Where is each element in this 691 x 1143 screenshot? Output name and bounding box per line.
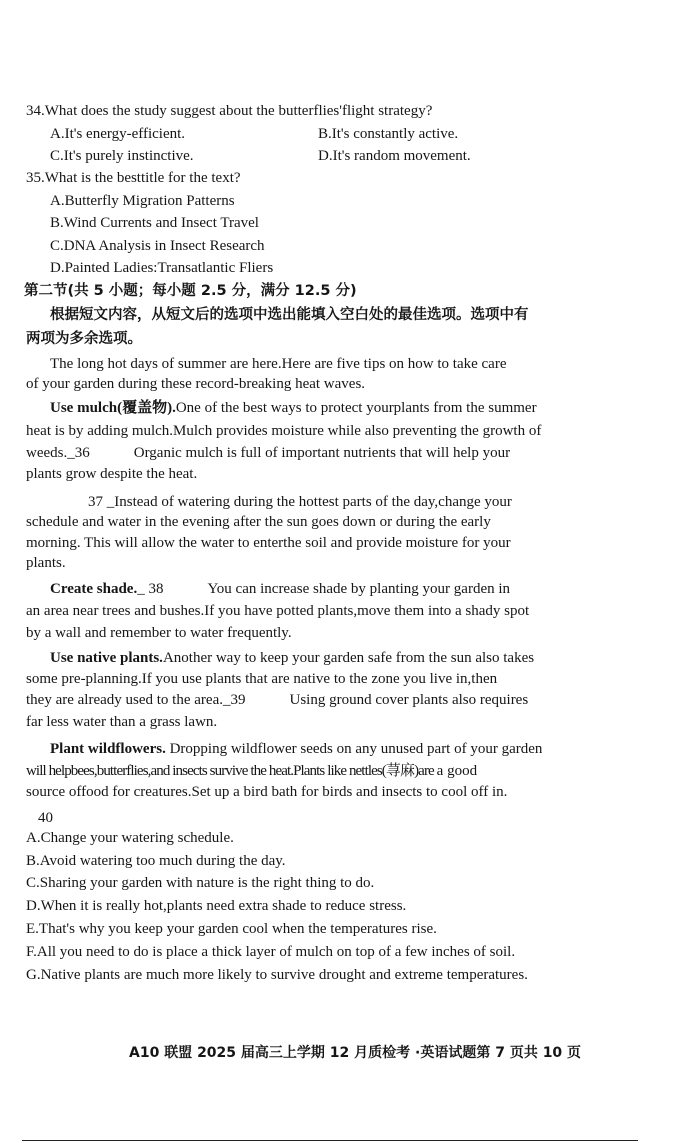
paragraph-mulch-line4: plants grow despite the heat. [26, 466, 198, 482]
paragraph-native-text: Another way to keep your garden safe from the sun also takes [162, 650, 535, 666]
option-e: E.That's why you keep your garden cool when the temperatures rise. [26, 921, 437, 937]
option-a: A.Change your watering schedule. [26, 830, 234, 846]
q34-option-b: B.It's constantly active. [318, 126, 459, 142]
passage-intro-line2: of your garden during these record-breaking heat waves. [26, 376, 366, 392]
paragraph-mulch-line1 [50, 398, 537, 418]
q35-option-b: B.Wind Currents and Insect Travel [50, 215, 259, 231]
paragraph-native-line1 [50, 648, 534, 668]
paragraph-wildflowers-line2 [26, 761, 477, 781]
paragraph-wildflowers-line3: source offood for creatures.Set up a bird bath for birds and insects to cool off in. [26, 784, 508, 800]
paragraph-watering-line1: 37 _Instead of watering during the hottest parts of the day,change your [88, 494, 512, 510]
q34-stem: 34.What does the study suggest about the butterflies'flight strategy? [26, 103, 433, 119]
paragraph-native-line2: some pre-planning.If you use plants that are native to the zone you live in,then [26, 671, 498, 687]
paragraph-native-line4: far less water than a grass lawn. [26, 714, 218, 730]
blank-38: _ 38 [137, 581, 164, 597]
bottom-rule [22, 1140, 638, 1141]
blank-39: they are already used to the area._39 [26, 692, 246, 708]
paragraph-wildflowers-heading: Plant wildflowers. [50, 741, 166, 757]
paragraph-mulch-text-cont: Organic mulch is full of important nutrients that will help your [133, 445, 511, 461]
q35-stem: 35.What is the besttitle for the text? [26, 170, 241, 186]
option-g: G.Native plants are much more likely to survive drought and extreme temperatures. [26, 967, 528, 983]
paragraph-wildflowers-line1 [50, 739, 542, 759]
paragraph-shade-heading: Create shade. [50, 581, 138, 597]
paragraph-shade-line3: by a wall and remember to water frequently. [26, 625, 292, 641]
paragraph-native-heading: Use native plants. [50, 650, 163, 666]
section-instruction-line1: 根据短文内容，从短文后的选项中选出能填入空白处的最佳选项。选项中有 [50, 307, 529, 323]
q34-option-a: A.It's energy-efficient. [50, 126, 186, 142]
q35-option-a: A.Butterfly Migration Patterns [50, 193, 235, 209]
option-f: F.All you need to do is place a thick layer of mulch on top of a few inches of soil. [26, 944, 516, 960]
option-b: B.Avoid watering too much during the day. [26, 853, 286, 869]
q34-option-c: C.It's purely instinctive. [50, 148, 194, 164]
q34-option-d: D.It's random movement. [318, 148, 471, 164]
paragraph-native-text-cont: Using ground cover plants also requires [289, 692, 529, 708]
paragraph-shade-text: You can increase shade by planting your garden in [207, 581, 511, 597]
paragraph-wildflowers-text: Dropping wildflower seeds on any unused part of your garden [169, 741, 543, 757]
paragraph-watering-line4: plants. [26, 555, 66, 571]
q35-option-d: D.Painted Ladies:Transatlantic Fliers [50, 260, 274, 276]
section-title: 第二节(共 5 小题；每小题 2.5 分，满分 12.5 分) [24, 283, 357, 299]
paragraph-watering-line3: morning. This will allow the water to enterthe soil and provide moisture for your [26, 535, 511, 551]
paragraph-shade-line2: an area near trees and bushes.If you have potted plants,move them into a shady spot [26, 603, 530, 619]
blank-36: weeds._36 [26, 445, 90, 461]
option-d: D.When it is really hot,plants need extra shade to reduce stress. [26, 898, 407, 914]
paragraph-wildflowers-condensed: will helpbees,butterflies,and insects survive the heat.Plants like nettles(荨麻)are [26, 763, 434, 779]
paragraph-mulch-heading: Use mulch(覆盖物). [50, 400, 176, 416]
paragraph-watering-line2: schedule and water in the evening after the sun goes down or during the early [26, 514, 491, 530]
paragraph-shade-line1 [50, 579, 510, 599]
paragraph-mulch-text: One of the best ways to protect yourplants from the summer [175, 400, 537, 416]
paragraph-wildflowers-tail: a good [436, 763, 478, 779]
passage-intro-line1: The long hot days of summer are here.Here are five tips on how to take care [50, 356, 507, 372]
q35-option-c: C.DNA Analysis in Insect Research [50, 238, 265, 254]
paragraph-native-line3 [26, 690, 528, 710]
blank-40: 40 [38, 810, 53, 826]
option-c: C.Sharing your garden with nature is the right thing to do. [26, 875, 375, 891]
page-footer: A10 联盟 2025 届高三上学期 12 月质检考 ·英语试题第 7 页共 10 页 [129, 1045, 582, 1061]
paragraph-mulch-line2: heat is by adding mulch.Mulch provides moisture while also preventing the growth of [26, 423, 542, 439]
paragraph-mulch-line3 [26, 443, 510, 463]
section-instruction-line2: 两项为多余选项。 [26, 331, 142, 347]
